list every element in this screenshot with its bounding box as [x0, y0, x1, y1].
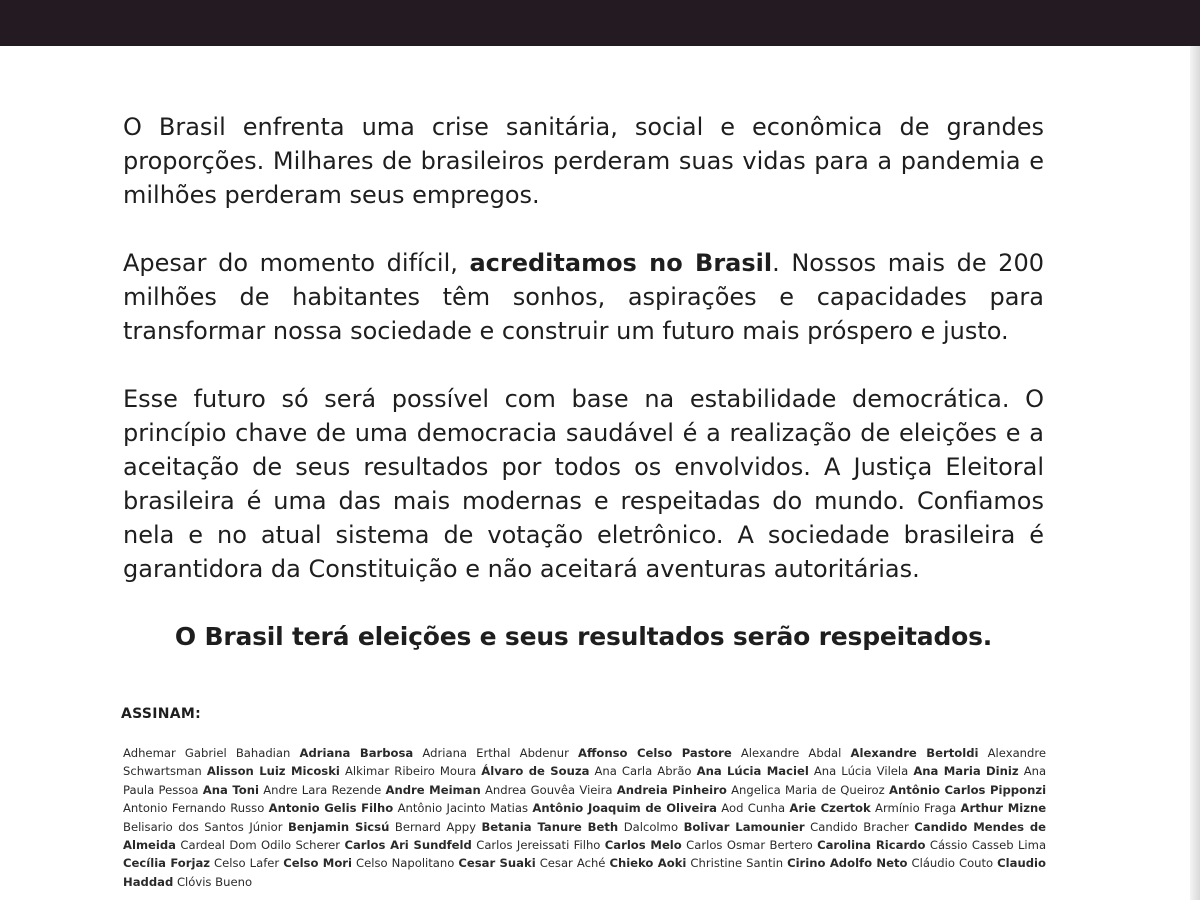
headline: O Brasil terá eleições e seus resultados serão respeitados. [174, 622, 993, 651]
signer-name: Candido Bracher [810, 819, 909, 834]
paragraph-text: Esse futuro só será possível com base na estabilidade democrática. O princípio chave de uma democracia saudável é a realização de eleições e a aceitação de seus resultados por todos os envolvidos. A Justiça Eleitoral brasileira é uma das mais modernas e respeitadas do mundo. Confiamos nela e no atual sistema de votação eletrônico. A sociedade brasileira é garantidora da Constituição e não aceitará aventuras autoritárias. [123, 385, 1044, 583]
signer-name: Alisson Luiz Micoski [206, 764, 340, 779]
signer-name: Armínio Fraga [875, 801, 957, 816]
signer-name: Celso Napolitano [356, 856, 455, 871]
paragraph [123, 246, 1044, 348]
top-banner [0, 0, 1200, 46]
paragraph [123, 110, 1044, 212]
signer-name: Arie Czertok [789, 801, 871, 816]
signer-name: Betania Tanure Beth [481, 819, 619, 834]
signer-name: Ana Lúcia Vilela [813, 764, 909, 779]
signer-name: Carolina Ricardo [817, 838, 926, 853]
signer-name: Carlos Melo [604, 838, 682, 853]
signer-name: Alexandre Abdal [740, 746, 842, 760]
signer-name: Antonio Gelis Filho [268, 801, 394, 816]
signer-name: Andre Meiman [385, 782, 481, 797]
signer-name: Celso Mori [283, 856, 352, 871]
signer-name: Angelica Maria de Queiroz [731, 782, 885, 797]
signer-name: Cecília Forjaz [123, 856, 211, 871]
signer-name: Antonio Fernando Russo [123, 801, 265, 816]
signer-name: Cláudio Couto [911, 856, 994, 871]
signer-name: Cássio Casseb Lima [929, 838, 1047, 853]
signer-name: Alexandre Bertoldi [850, 746, 979, 760]
signer-name: Christine Santin [690, 856, 784, 871]
signer-name: Alkimar Ribeiro Moura [344, 764, 477, 779]
signer-name: Carlos Ari Sundfeld [344, 838, 472, 853]
signer-name: Candido Mendes de Almeida [123, 819, 1047, 853]
signer-name: Celso Lafer [214, 856, 280, 871]
signer-name: Cardeal Dom Odilo Scherer [180, 838, 341, 853]
paragraph-text: O Brasil enfrenta uma crise sanitária, social e econômica de grandes proporções. Milhares de brasileiros perderam suas vidas para a pandemia e milhões perderam seus empregos. [123, 113, 1044, 209]
signer-name: Carlos Osmar Bertero [686, 838, 813, 853]
page-edge-shadow [1190, 46, 1200, 900]
signer-name: Ana Toni [202, 782, 259, 797]
signer-name: Adhemar Gabriel Bahadian [123, 746, 291, 760]
paragraph-text: . Nossos mais de 200 milhões de habitantes têm sonhos, aspirações e capacidades para transformar nossa sociedade e construir um futuro mais próspero e justo. [123, 249, 1044, 345]
signers-list [123, 744, 1046, 891]
signer-name: Antônio Carlos Pipponzi [889, 782, 1047, 797]
signer-name: Andrea Gouvêa Vieira [484, 782, 613, 797]
signer-name: Bolivar Lamounier [683, 819, 805, 834]
signer-name: Cirino Adolfo Neto [787, 856, 908, 871]
signer-name: Alexandre Schwartsman [123, 746, 1047, 779]
paragraph-text: Apesar do momento difícil, [123, 249, 470, 277]
manifesto-body [123, 110, 1044, 651]
emphasis-text: acreditamos no Brasil [469, 249, 773, 277]
signer-name: Cesar Suaki [458, 856, 536, 871]
signer-name: Andreia Pinheiro [616, 782, 727, 797]
signer-name: Andre Lara Rezende [263, 782, 382, 797]
signer-name: Ana Maria Diniz [913, 764, 1019, 779]
signers-heading: ASSINAM: [121, 706, 202, 722]
signer-name: Claudio Haddad [123, 856, 1046, 889]
signer-name: Chieko Aoki [609, 856, 687, 871]
signer-name: Cesar Aché [539, 856, 606, 871]
signer-name: Aod Cunha [721, 801, 786, 816]
signer-name: Affonso Celso Pastore [578, 746, 732, 760]
paragraph [123, 382, 1044, 586]
signer-name: Antônio Joaquim de Oliveira [532, 801, 717, 816]
signer-name: Clóvis Bueno [176, 874, 253, 889]
signer-name: Adriana Barbosa [299, 746, 414, 760]
signer-name: Adriana Erthal Abdenur [422, 746, 569, 760]
signer-name: Bernard Appy [394, 819, 476, 834]
signer-name: Dalcolmo [623, 819, 679, 834]
signer-name: Ana Paula Pessoa [123, 764, 1047, 797]
signer-name: Belisario dos Santos Júnior [123, 819, 283, 834]
signer-name: Álvaro de Souza [481, 764, 590, 779]
signer-name: Antônio Jacinto Matias [397, 801, 528, 816]
signer-name: Arthur Mizne [960, 801, 1047, 816]
signer-name: Benjamin Sicsú [288, 819, 390, 834]
signer-name: Carlos Jereissati Filho [476, 838, 601, 853]
signer-name: Ana Lúcia Maciel [696, 764, 809, 779]
signer-name: Ana Carla Abrão [594, 764, 692, 779]
